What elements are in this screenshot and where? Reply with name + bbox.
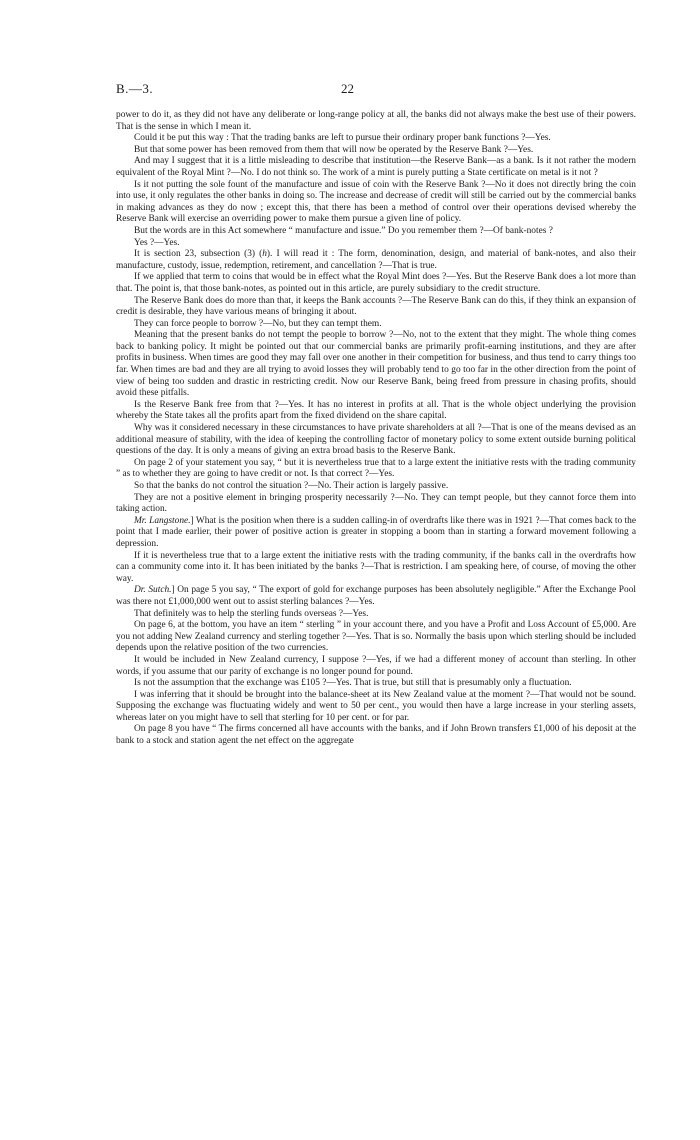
text-run: Yes ?—Yes. <box>134 237 180 248</box>
text-run: It is section 23, subsection (3) ( <box>134 249 263 260</box>
text-run: Is not the assumption that the exchange was £105 ?—Yes. That is true, but still that is presumably only a fluctuation. <box>134 678 572 689</box>
text-run: So that the banks do not control the situation ?—No. Their action is largely passive. <box>134 481 449 491</box>
text-run: On page 6, at the bottom, you have an item “ sterling ” in your account there, and you have a Profit and Loss Account of £5,000. Are you not adding New Zealand currency and sterling together ?—Yes. That is so. Normally the basis upon which sterling should be included depends upon the relative position of the two currencies. <box>116 620 636 654</box>
paragraph <box>116 400 636 423</box>
paragraph <box>116 226 636 238</box>
text-run: The Reserve Bank does do more than that, it keeps the Bank accounts ?—The Reserve Bank can do this, if they think an expansion of credit is desirable, they have various means of bringing it about. <box>116 295 636 318</box>
paragraph <box>116 133 636 145</box>
paragraph <box>116 330 636 400</box>
paragraph <box>116 690 636 725</box>
body-text <box>116 110 636 748</box>
paragraph <box>116 145 636 157</box>
text-run: And may I suggest that it is a little misleading to describe that institution—the Reserve Bank—as a bank. Is it not rather the modern equivalent of the Royal Mint ?—No. I do not think so. The work of a mint is purely putting a State certificate on metal is it not ? <box>116 156 636 178</box>
text-run: Is the Reserve Bank free from that ?—Yes. It has no interest in profits at all. That is the whole object underlying the provision whereby the State takes all the profits apart from the fixed dividend on the share capital. <box>116 399 636 422</box>
text-run: power to do it, as they did not have any deliberate or long-range policy at all, the banks did not always make the best use of their powers. That is the sense in which I mean it. <box>116 110 636 132</box>
text-run: Why was it considered necessary in these circumstances to have private shareholders at all ?—That is one of the means devised as an additional measure of stability, with the idea of keeping the controlling factor of monetary policy to some extent outside burning political questions of the day. It is only a means of giving an extra broad basis to the Reserve Bank. <box>116 423 636 457</box>
paragraph <box>116 180 636 226</box>
text-run: Meaning that the present banks do not tempt the people to borrow ?—No, not to the extent that they might. The whole thing comes back to banking policy. It might be pointed out that our commercial banks are primarily profit-earning institutions, and they are after profits in business. When times are good they may fall over one another in their competition for business, and thus tend to carry things too far. When times are bad and they are all trying to avoid losses they will probably tend to go too far in the other direction from the point of view of being too sudden and drastic in restricting credit. Now our Reserve Bank, being freed from pressure in chasing profits, should avoid these pitfalls. <box>116 330 636 399</box>
paragraph <box>116 458 636 481</box>
text-run: ] On page 5 you say, “ The export of gold for exchange purposes has been absolutely negligible.” After the Exchange Pool was there not £1,000,000 went out to assist sterling balances ?—Yes. <box>116 585 636 607</box>
paragraph <box>116 423 636 458</box>
text-run: ] What is the position when there is a sudden calling-in of overdrafts like there was in 1921 ?—That comes back to the point that I made earlier, their power of positive action is greater in stopping a boom than in starting a forward movement following a depression. <box>116 515 637 549</box>
paragraph <box>116 516 636 551</box>
paragraph <box>116 249 636 272</box>
text-run: They are not a positive element in bringing prosperity necessarily ?—No. They can tempt people, but they cannot force them into taking action. <box>116 492 636 515</box>
page-number: 22 <box>341 81 354 96</box>
paragraph <box>116 156 636 179</box>
paragraph <box>116 678 636 690</box>
text-run: But that some power has been removed from them that will now be operated by the Reserve Bank ?—Yes. <box>134 144 534 155</box>
paragraph <box>116 481 636 493</box>
text-run: I was inferring that it should be brought into the balance-sheet at its New Zealand value at the moment ?—That would not be sound. Supposing the exchange was fluctuating widely and went to 50 per cent., you would then have a large increase in your sterling assets, whereas later on you might have to sell that sterling for 10 per cent. or for par. <box>116 689 636 723</box>
paragraph <box>116 724 636 747</box>
text-run: But the words are in this Act somewhere “ manufacture and issue.” Do you remember them ?—Of bank-notes ? <box>134 225 553 236</box>
text-run: Is it not putting the sole fount of the manufacture and issue of coin with the Reserve Bank ?—No it does not directly bring the coin into use, it only regulates the other banks in doing so. The increase and decrease of credit will still be carried out by the commercial banks in making advances as they do now ; except this, that there has been a method of control over their operations devised whereby the Reserve Bank will exercise an overriding power to make them pursue a given line of policy. <box>116 179 636 225</box>
paragraph <box>116 272 636 295</box>
paragraph <box>116 493 636 516</box>
page-reference: B.—3. <box>116 81 154 96</box>
text-run: Could it be put this way : That the trading banks are left to pursue their ordinary proper bank functions ?—Yes. <box>134 133 551 144</box>
text-run: If it is nevertheless true that to a large extent the initiative rests with the trading community, if the banks call in the overdrafts how can a community come into it. It has been initiated by the banks ?—That is restriction. I am speaking here, of course, of moving the other way. <box>116 550 636 584</box>
paragraph <box>116 585 636 608</box>
paragraph <box>116 319 636 331</box>
paragraph <box>116 296 636 319</box>
text-run: On page 8 you have “ The firms concerned all have accounts with the banks, and if John Brown transfers £1,000 of his deposit at the bank to a stock and station agent the net effect on the aggregate <box>116 724 636 747</box>
paragraph <box>116 551 636 586</box>
paragraph <box>116 609 636 621</box>
italic-run: h <box>262 249 267 260</box>
paragraph <box>116 238 636 250</box>
italic-run: Dr. Sutch. <box>134 585 172 596</box>
text-run: They can force people to borrow ?—No, but they can tempt them. <box>134 318 382 329</box>
text-run: ). I will read it : The form, denomination, design, and material of bank-notes, and also their manufacture, custody, issue, redemption, retirement, and cancellation ?—That is true. <box>116 249 636 271</box>
paragraph <box>116 655 636 678</box>
paragraph <box>116 620 636 655</box>
text-run: If we applied that term to coins that would be in effect what the Royal Mint does ?—Yes. But the Reserve Bank does a lot more than that. The point is, that those bank-notes, as pointed out in this article, are purely subsidiary to the credit structure. <box>116 272 636 294</box>
text-run: That definitely was to help the sterling funds overseas ?—Yes. <box>134 608 369 619</box>
italic-run: Mr. Langstone. <box>134 515 191 526</box>
text-run: It would be included in New Zealand currency, I suppose ?—Yes, if we had a different money of account than sterling. In other words, if you assume that our parity of exchange is no longer pound for pound. <box>116 654 636 677</box>
paragraph <box>116 110 636 133</box>
text-run: On page 2 of your statement you say, “ but it is nevertheless true that to a large extent the initiative rests with the trading community ” as to whether they are going to have credit or not. Is that correct ?—Yes. <box>116 457 636 480</box>
